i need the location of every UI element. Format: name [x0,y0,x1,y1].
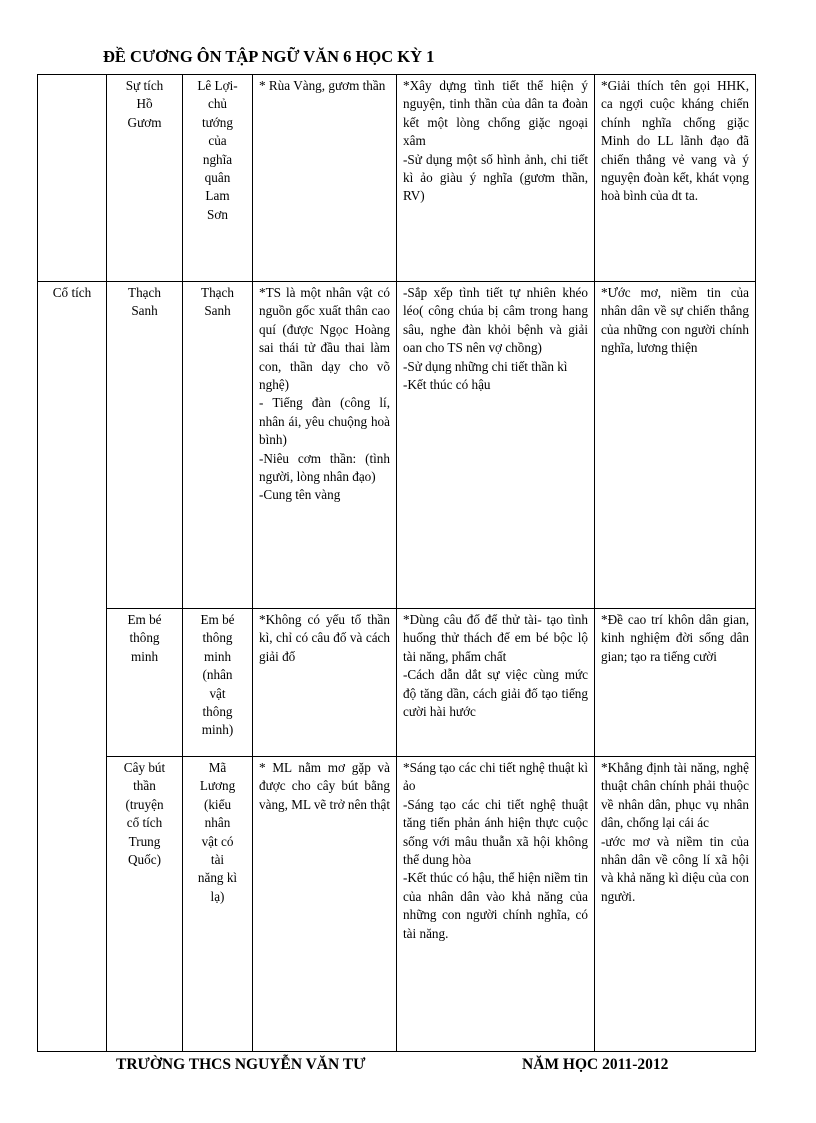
meaning-cell: *Ước mơ, niềm tin của nhân dân về sự chiến thắng của những con người chính nghĩa, lương thiện [595,282,756,609]
character-cell: Em bé thông minh (nhân vật thông minh) [183,609,253,757]
meaning-cell: *Giải thích tên gọi HHK, ca ngợi cuộc kháng chiến chính nghĩa chống giặc Minh do LL lãnh đạo đã chiến thắng vẻ vang và ý nguyện đoàn kết, khát vọng hoà bình của dt ta. [595,75,756,282]
content-cell: * Rùa Vàng, gươm thần [253,75,397,282]
content-cell: *TS là một nhân vật có nguồn gốc xuất thân cao quí (được Ngọc Hoàng sai thái tử đầu thai làm con, thần dạy cho võ nghệ) - Tiếng đàn (công lí, nhân ái, yêu chuộng hoà bình) -Niêu cơm thần: (tình người, lòng nhân đạo) -Cung tên vàng [253,282,397,609]
category-cell-top [38,75,107,282]
character-cell: Mã Lương (kiểu nhân vật có tài năng kì lạ) [183,757,253,1052]
school-year: NĂM HỌC 2011-2012 [522,1056,669,1073]
school-name: TRƯỜNG THCS NGUYỄN VĂN TƯ [116,1056,366,1073]
review-table [37,74,756,1052]
art-cell: *Dùng câu đố để thử tài- tạo tình huống thử thách để em bé bộc lộ tài năng, phẩm chất -Cách dẫn dắt sự việc cùng mức độ tăng dần, cách giải đố tạo tiếng cười hài hước [397,609,595,757]
character-cell: Lê Lợi- chủ tướng của nghĩa quân Lam Sơn [183,75,253,282]
story-name-cell: Sự tích Hồ Gươm [107,75,183,282]
story-name-cell: Cây bút thần (truyện cổ tích Trung Quốc) [107,757,183,1052]
meaning-cell: *Khẳng định tài năng, nghệ thuật chân chính phải thuộc về nhân dân, phục vụ nhân dân, chống lại cái ác -ước mơ và niềm tin của nhân dân về công lí xã hội và khả năng kì diệu của con người. [595,757,756,1052]
table-row [38,609,756,757]
category-cell: Cổ tích [38,282,107,1052]
art-cell: *Sáng tạo các chi tiết nghệ thuật kì ảo -Sáng tạo các chi tiết nghệ thuật tăng tiến phản ánh hiện thực cuộc sống với mâu thuẫn xã hội không thể dung hòa -Kết thúc có hậu, thể hiện niềm tin của nhân dân vào khả năng của những con người chính nghĩa, có tài năng. [397,757,595,1052]
character-cell: Thạch Sanh [183,282,253,609]
story-name-cell: Em bé thông minh [107,609,183,757]
meaning-cell: *Đề cao trí khôn dân gian, kinh nghiệm đời sống dân gian; tạo ra tiếng cười [595,609,756,757]
content-cell: *Không có yếu tố thần kì, chỉ có câu đố và cách giải đố [253,609,397,757]
art-cell: *Xây dựng tình tiết thể hiện ý nguyện, tinh thần của dân ta đoàn kết một lòng chống giặc ngoại xâm -Sử dụng một số hình ảnh, chi tiết kì ảo giàu ý nghĩa (gươm thần, RV) [397,75,595,282]
table-row [38,75,756,282]
document-title: ĐỀ CƯƠNG ÔN TẬP NGỮ VĂN 6 HỌC KỲ 1 [103,47,435,66]
content-cell: * ML nằm mơ gặp và được cho cây bút bằng vàng, ML vẽ trở nên thật [253,757,397,1052]
table-row [38,282,756,609]
table-row [38,757,756,1052]
story-name-cell: Thạch Sanh [107,282,183,609]
art-cell: -Sắp xếp tình tiết tự nhiên khéo léo( công chúa bị câm trong hang sâu, nghe đàn khỏi bệnh và giải oan cho TS nên vợ chồng) -Sử dụng những chi tiết thần kì -Kết thúc có hậu [397,282,595,609]
